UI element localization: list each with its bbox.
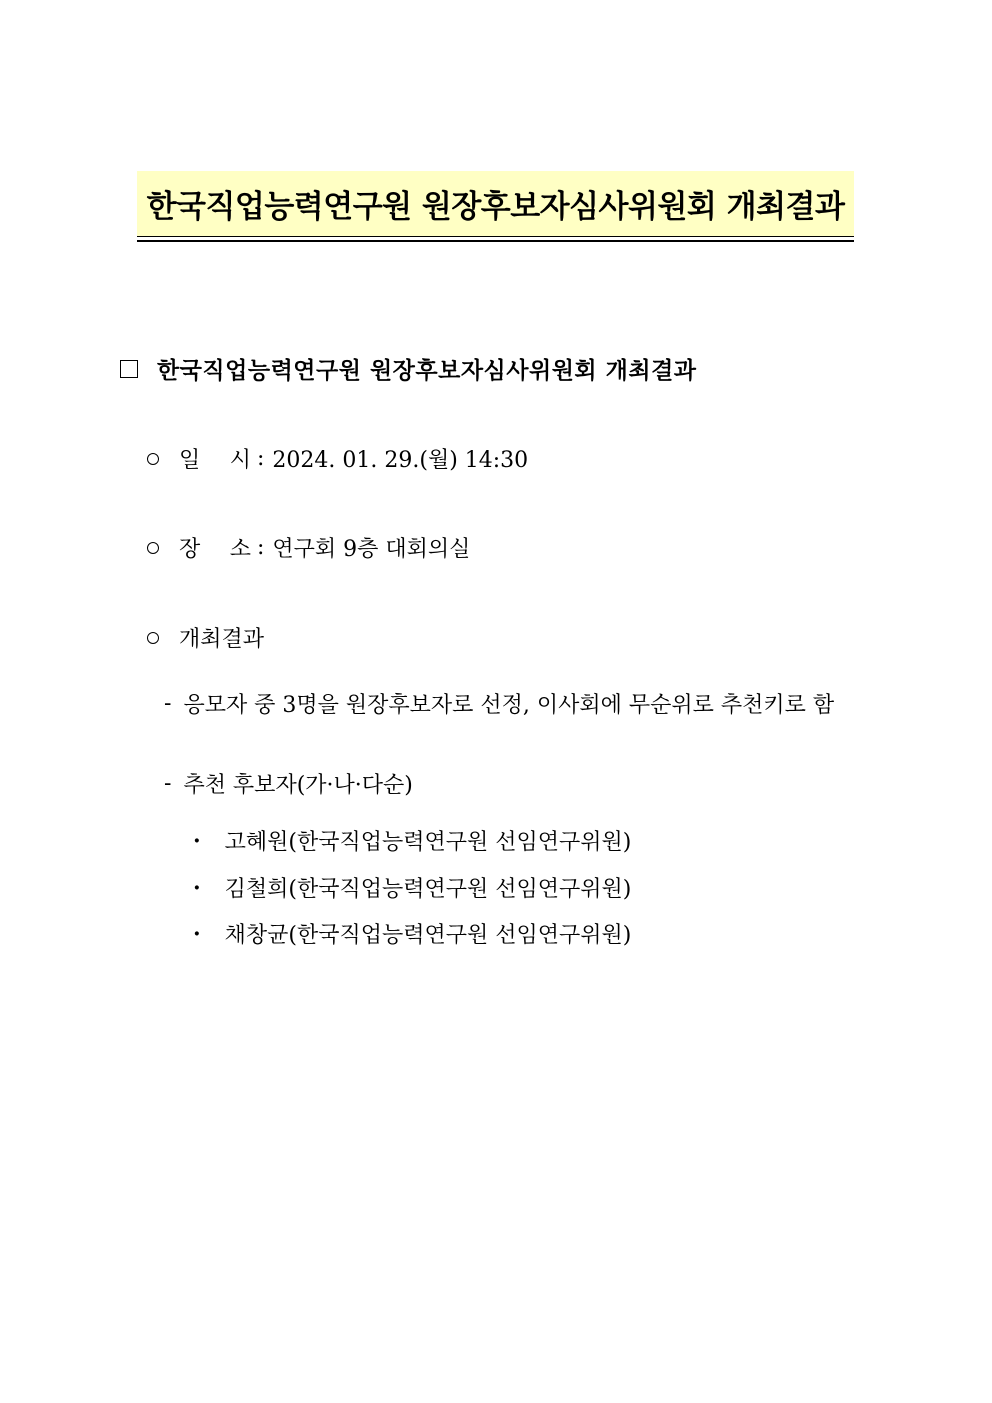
title-box [137,171,854,237]
candidate-item [193,918,631,949]
result-summary: 응모자 중 3명을 원장후보자로 선정, 이사회에 무순위로 추천키로 함 [183,693,835,718]
candidates-label-row [164,768,413,799]
result-summary-row [164,688,834,719]
candidate-name: 김철희(한국직업능력연구원 선임연구위원) [224,877,632,902]
circle-bullet-icon [147,632,159,644]
checkbox-icon [120,360,138,378]
place-row [147,532,470,563]
dot-bullet: · [193,827,201,854]
place-colon: : [257,535,265,560]
candidate-item [193,872,631,903]
candidates-label: 추천 후보자(가·나·다순) [183,773,413,798]
date-label-char-2: 시 [229,448,251,473]
place-value: 연구회 9층 대회의실 [272,537,471,562]
candidate-name: 고혜원(한국직업능력연구원 선임연구위원) [224,830,632,855]
circle-bullet-icon [147,542,159,554]
candidate-item [193,825,631,856]
date-label [179,443,251,474]
result-row [147,622,264,653]
dot-bullet: · [193,874,201,901]
date-row [147,443,528,474]
place-label [179,532,251,563]
section-heading-text: 한국직업능력연구원 원장후보자심사위원회 개최결과 [157,357,697,384]
circle-bullet-icon [147,453,159,465]
date-value: 2024. 01. 29.(월) 14:30 [272,448,529,473]
result-label: 개최결과 [179,627,265,652]
date-label-char-1: 일 [179,448,201,473]
place-label-char-2: 소 [229,537,251,562]
place-label-char-1: 장 [179,537,201,562]
document-title: 한국직업능력연구원 원장후보자심사위원회 개최결과 [146,189,845,225]
dash-bullet: - [164,771,172,796]
title-double-underline [137,240,854,242]
date-colon: : [257,446,265,471]
section-heading [120,352,697,385]
dot-bullet: · [193,920,201,947]
dash-bullet: - [164,691,172,716]
candidate-name: 채창균(한국직업능력연구원 선임연구위원) [224,923,632,948]
